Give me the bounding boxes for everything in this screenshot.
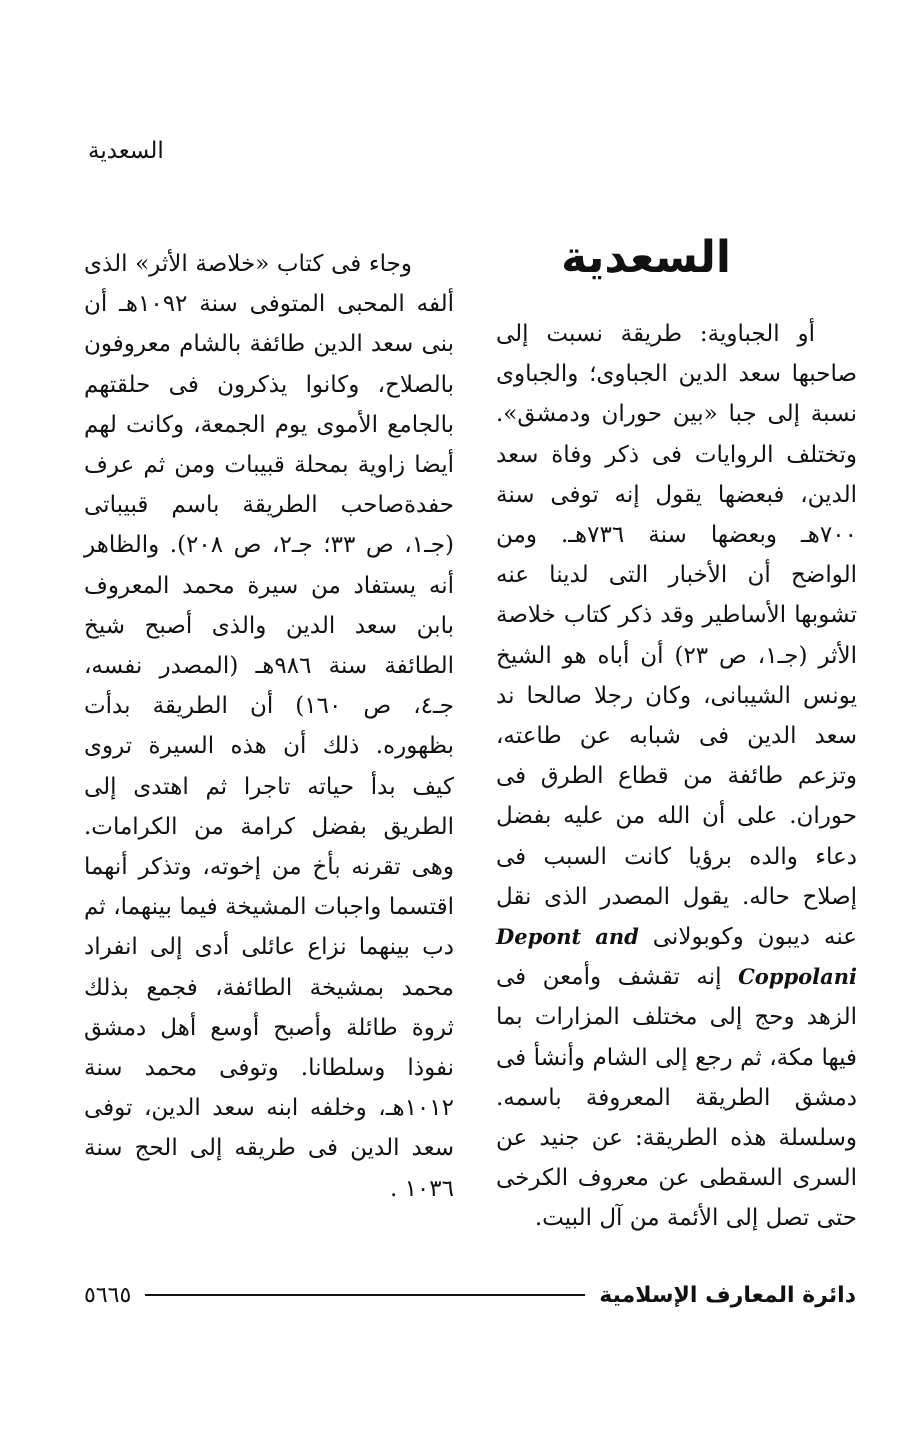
right-column-text-2: إنه تقشف وأمعن فى الزهد وحج إلى مختلف المزارات بما فيها مكة، ثم رجع إلى الشام وأنشأ فى دمشق الطريقة المعروفة باسمه. وسلسلة هذه الطريقة: عن جنيد عن السرى السقطى عن معروف الكرخى حتى تصل إلى الأئمة من آل البيت. [496,964,857,1232]
right-column [496,314,857,1239]
footer-rule [145,1294,585,1296]
left-column [84,244,454,1209]
right-column-text-1: أو الجباوية: طريقة نسبت إلى صاحبها سعد الدين الجباوى؛ والجباوى نسبة إلى جبا «بين حوران ودمشق». وتختلف الروايات فى ذكر وفاة سعد الدين، فبعضها يقول إنه توفى سنة ٧٠٠هـ وبعضها سنة ٧٣٦هـ. ومن الواضح أن الأخبار التى لدينا عنه تشوبها الأساطير وقد ذكر كتاب خلاصة الأثر (جـ١، ص ٢٣) أن أباه هو الشيخ يونس الشيبانى، وكان رجلا صالحا ند سعد الدين فى شبابه عن طاعته، وتزعم طائفة من قطاع الطرق فى حوران. على أن الله من عليه بفضل دعاء والده برؤيا كانت السبب فى إصلاح حاله. يقول المصدر الذى نقل عنه ديبون وكوبولانى [496,321,857,951]
article-title: السعدية [561,232,731,283]
page-footer [84,1275,856,1315]
right-column-paragraph [496,314,857,1239]
left-column-paragraph: وجاء فى كتاب «خلاصة الأثر» الذى ألفه المحبى المتوفى سنة ١٠٩٢هـ أن بنى سعد الدين طائفة بالشام معروفون بالصلاح، وكانوا يذكرون فى حلقتهم بالجامع الأموى يوم الجمعة، وكانت لهم أيضا زاوية بمحلة قبيبات ومن ثم عرف حفدةصاحب الطريقة باسم قبيباتى (جـ١، ص ٣٣؛ جـ٢، ص ٢٠٨). والظاهر أنه يستفاد من سيرة محمد المعروف بابن سعد الدين والذى أصبح شيخ الطائفة سنة ٩٨٦هـ (المصدر نفسه، جـ٤، ص ١٦٠) أن الطريقة بدأت بظهوره. ذلك أن هذه السيرة تروى كيف بدأ حياته تاجرا ثم اهتدى إلى الطريق بفضل كرامة من الكرامات. وهى تقرنه بأخ من إخوته، وتذكر أنهما اقتسما واجبات المشيخة فيما بينهما، ثم دب بينهما نزاع عائلى أدى إلى انفراد محمد بمشيخة الطائفة، فجمع بذلك ثروة طائلة وأصبح أوسع أهل دمشق نفوذا وسلطانا. وتوفى محمد سنة ١٠١٢هـ، وخلفه ابنه سعد الدين، توفى سعد الدين فى طريقه إلى الحج سنة ١٠٣٦ . [84,251,454,1202]
footer-publication-title: دائرة المعارف الإسلامية [599,1282,856,1308]
latin-term-depont: Depont and [496,924,639,950]
running-head: السعدية [88,138,164,164]
latin-term-coppolani: Coppolani [738,964,857,990]
page-number: ٥٦٦٥ [84,1282,132,1308]
